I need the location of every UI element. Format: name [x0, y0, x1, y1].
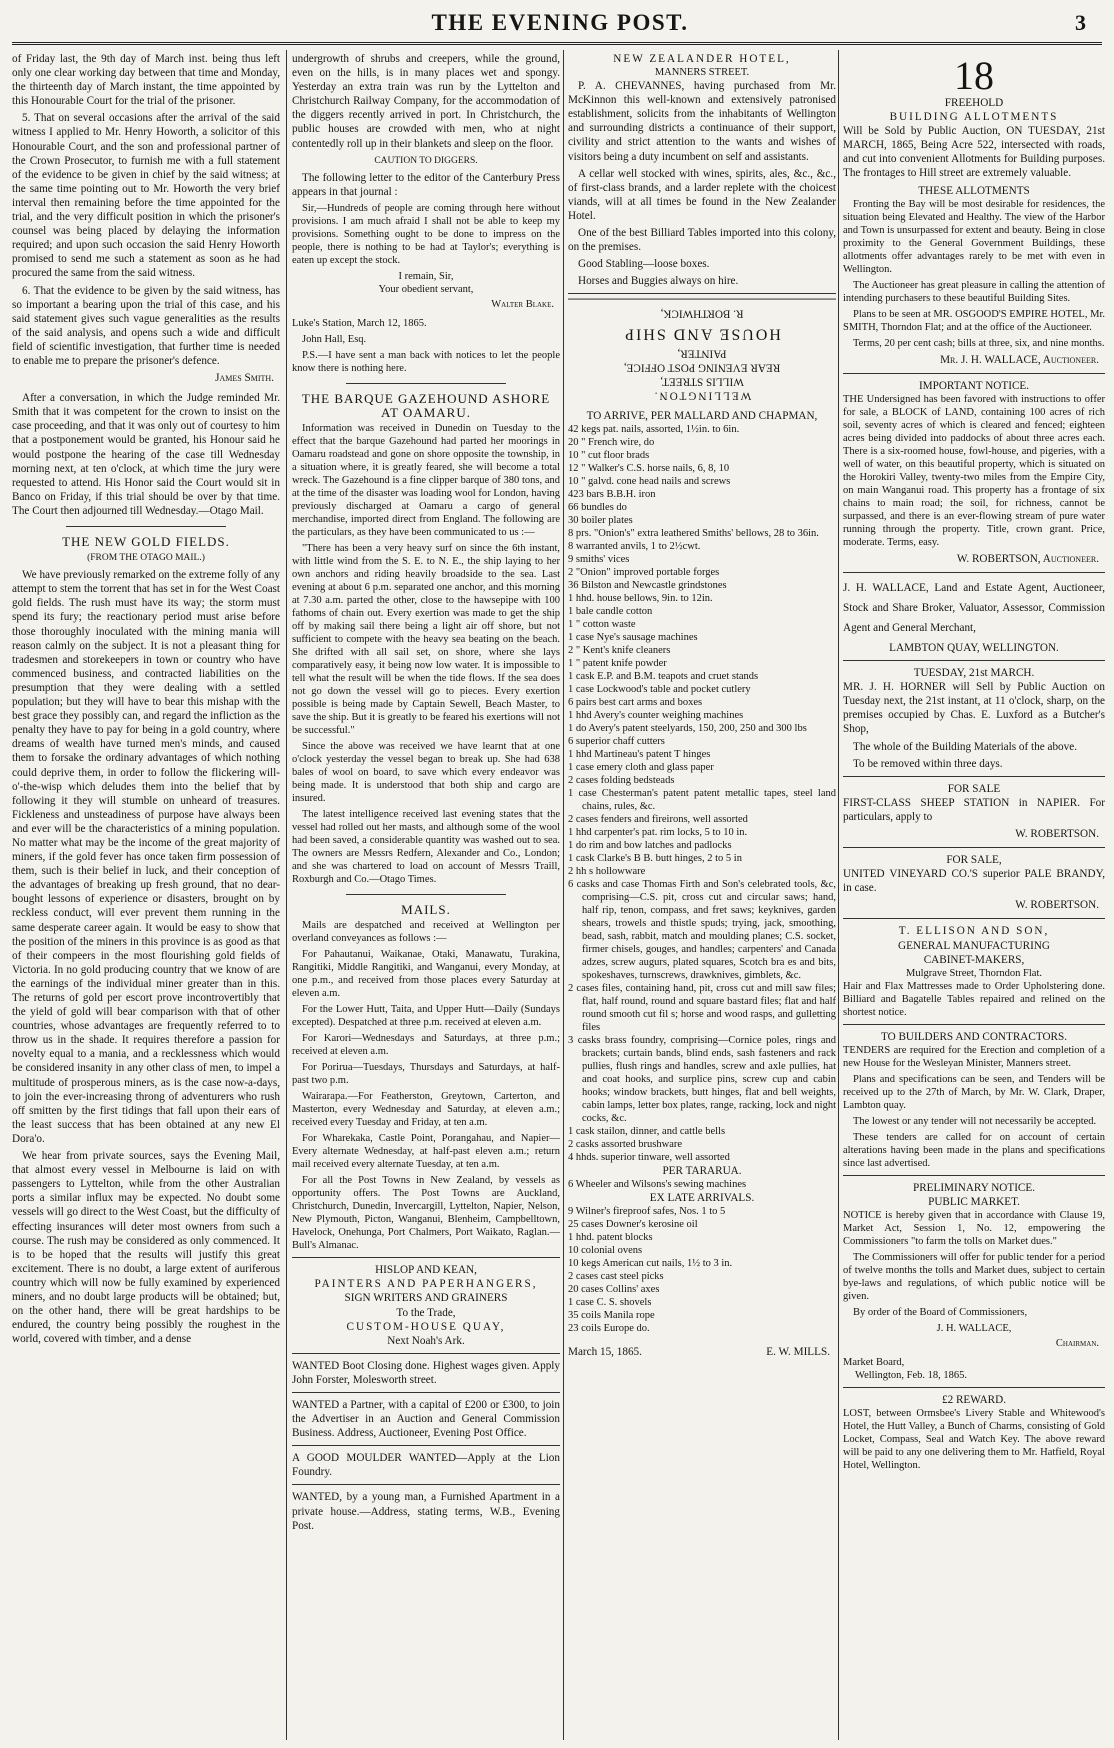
goods-item: 1 hhd carpenter's pat. rim locks, 5 to 10 in.	[568, 827, 748, 839]
ad-line: WILLIS STREET,	[660, 375, 744, 388]
inverted-ad	[568, 299, 836, 403]
ad-para: Plans and specifications can be seen, and Tenders will be received up to the 27th of March, by Mr. W. Clark, Draper, Lambton quay.	[843, 1073, 1105, 1111]
ad-para: A cellar well stocked with wines, spirits, ales, &c., &c., of first-class brands, and a larder replete with the choicest viands, will at all times be found in the New Zealander Hotel.	[568, 167, 836, 222]
goods-item: 2 " Kent's knife cleaners	[568, 645, 671, 657]
ad-hislop	[292, 1257, 560, 1348]
ad-date: March 15, 1865.	[568, 1346, 642, 1359]
column-divider	[563, 50, 564, 1740]
ad-title: PUBLIC MARKET.	[928, 1195, 1020, 1208]
ad-important	[843, 373, 1105, 566]
ad-line: To the Trade,	[396, 1306, 456, 1319]
ad-title: TO ARRIVE, PER MALLARD AND CHAPMAN,	[586, 409, 818, 422]
ad-para: Good Stabling—loose boxes.	[578, 258, 710, 271]
goods-item: 2 cases fenders and fireirons, well assorted	[568, 814, 748, 826]
article-headline: THE BARQUE GAZEHOUND ASHORE AT OAMARU.	[301, 390, 551, 421]
column-1	[12, 52, 280, 1742]
signature: James Smith.	[215, 372, 274, 385]
goods-item: 10 colonial ovens	[568, 1245, 643, 1257]
goods-item: 1 cask stailon, dinner, and cattle bells	[568, 1126, 726, 1138]
ad-place: Market Board,	[843, 1357, 905, 1368]
ad-para: UNITED VINEYARD CO.'S superior PALE BRANDY, in case.	[843, 868, 1105, 895]
ad-line: Next Noah's Ark.	[387, 1334, 465, 1347]
ad-para: NOTICE is hereby given that in accordance with Clause 19, Market Act, Session 1, No. 12, empowering the Commissioners "to farm the tolls on Market dues."	[843, 1210, 1105, 1247]
ad-para: Terms, 20 per cent cash; bills at three, six, and nine months.	[853, 337, 1105, 349]
ad-line: Mulgrave Street, Thorndon Flat.	[906, 967, 1042, 979]
goods-item: 1 hhd Martineau's patent T hinges	[568, 749, 711, 761]
column-4	[843, 52, 1105, 1742]
ad-signature-title: Chairman.	[1055, 1338, 1099, 1349]
letter-signature: Walter Blake.	[491, 298, 554, 310]
goods-item: 10 " galvd. cone head nails and screws	[568, 476, 731, 488]
ad-title: PER TARARUA.	[662, 1165, 742, 1178]
ad-partner	[292, 1392, 560, 1440]
letter-closing: Your obedient servant,	[378, 283, 474, 295]
goods-item: 1 case emery cloth and glass paper	[568, 762, 714, 774]
ad-line: CABINET-MAKERS,	[923, 953, 1025, 966]
goods-item: 2 cases folding bedsteads	[568, 775, 675, 787]
article-para: Information was received in Dunedin on Tuesday to the effect that the barque Gazehound had parted her moorings in Oamaru roadstead and gone on shore opposite the township, in a situation where, it is greatly feared, she will become a total wreck. The Gazehound is a fine clipper barque of 380 tons, and at the time of the disaster was loading wool for London, having previously discharged at Oamaru a cargo of general merchandise, imported direct from England. The following are the particulars, as they have been communicated to us :—	[292, 423, 560, 539]
goods-item: 20 " French wire, do	[568, 437, 655, 449]
goods-item: 35 coils Manila rope	[568, 1310, 655, 1322]
ad-signature: W. ROBERTSON.	[1015, 827, 1099, 840]
goods-item: 1 hhd. patent blocks	[568, 1232, 653, 1244]
goods-item: 23 coils Europe do.	[568, 1323, 650, 1335]
goods-item: 1 case C. S. shovels	[568, 1297, 652, 1309]
ad-apartment	[292, 1484, 560, 1532]
goods-item: 6 pairs best cart arms and boxes	[568, 697, 703, 709]
goods-item: 1 do rim and bow latches and padlocks	[568, 840, 732, 852]
mail-para: For the Lower Hutt, Taita, and Upper Hutt—Daily (Sundays excepted). Despatched at three p.m. received at eleven a.m.	[292, 1004, 560, 1029]
ad-line: PAINTER,	[677, 347, 727, 360]
goods-item: 1 do Avery's patent steelyards, 150, 200, 250 and 300 lbs	[568, 723, 807, 735]
ad-line: R. BORTHWICK,	[660, 307, 744, 320]
goods-item: 12 " Walker's C.S. horse nails, 6, 8, 10	[568, 463, 730, 475]
ad-sheep-station	[843, 776, 1105, 841]
ad-date: Wellington, Feb. 18, 1865.	[855, 1370, 968, 1381]
goods-list	[568, 423, 836, 1164]
goods-item: 6 superior chaff cutters	[568, 736, 665, 748]
ad-title: NEW ZEALANDER HOTEL,	[613, 53, 791, 65]
newspaper-title: THE EVENING POST.	[431, 10, 689, 35]
goods-item: 25 cases Downer's kerosine oil	[568, 1219, 698, 1231]
ad-para: Fronting the Bay will be most desirable for residences, the situation being Elevated and Healthy. The view of the Harbor and Town is unsurpassed for extent and beauty. Being in close proximity to the General Government Buildings, these allotments offer advantages rarely to be met with even in Wellington.	[843, 198, 1105, 275]
article-para: undergrowth of shrubs and creepers, while the ground, even on the hills, is in many places wet and spongy. Yesterday an extra train was run by the Lyttelton and Christchurch Railway Company, for the accommodation of the diggers recently arrived in port. In Christchurch, the public houses are crowded with men, who at night contentedly roll up in their blankets and sleep on the floor.	[292, 53, 560, 150]
mail-para: For Wharekaka, Castle Point, Porangahau, and Napier—Every alternate Wednesday, at half-past eleven a.m.; return mail received every alternate Tuesday, at ten a.m.	[292, 1133, 560, 1171]
ad-address: LAMBTON QUAY, WELLINGTON.	[889, 641, 1059, 654]
ad-line: WELLINGTON.	[652, 389, 752, 402]
letter-ps: P.S.—I have sent a man back with notices to let the people know there is nothing here.	[292, 349, 560, 374]
ad-title: TO BUILDERS AND CONTRACTORS.	[880, 1030, 1068, 1043]
goods-list	[568, 1205, 836, 1335]
ad-reward	[843, 1387, 1105, 1472]
goods-item: 36 Bilston and Newcastle grindstones	[568, 580, 727, 592]
page-number: 3	[1075, 10, 1086, 35]
goods-item: 423 bars B.B.H. iron	[568, 489, 656, 501]
ad-wallace	[843, 572, 1105, 655]
article-headline: THE NEW GOLD FIELDS.	[62, 534, 230, 549]
ad-title: £2 REWARD.	[941, 1394, 1006, 1406]
ad-para: P. A. CHEVANNES, having purchased from Mr. McKinnon this well-known and extensively patronised establishment, solicits from the inhabitants of Wellington and surrounding districts a continuance of their support, civility and strict attention to the wants and wishes of visitors being a duty incumbent on self and assistants.	[568, 80, 836, 163]
goods-item: 2 "Onion" improved portable forges	[568, 567, 720, 579]
ad-para: These tenders are called for on account of certain alterations having been made in the plans and specifications since last advertised.	[843, 1131, 1105, 1169]
goods-item: 1 bale candle cotton	[568, 606, 653, 618]
article-para: The latest intelligence received last evening states that the vessel had rolled out her masts, and although some of the wool had been saved, a considerable quantity was washed out to sea. The owners are Messrs Redfern, Alexander and Co., London; and she was chartered to load on account of Messrs Traill, Roxburgh and Co.—Otago Times.	[292, 809, 560, 886]
mail-para: For all the Post Towns in New Zealand, by vessels as opportunity offers. The Post Towns are Auckland, Christchurch, Dunedin, Invercargill, Lyttelton, Napier, Nelson, New Plymouth, Picton, Wanganui, Blenheim, Campbelltown, Havelock, Onehunga, Port Chalmers, Port Waikato, Raglan.—Bull's Almanac.	[292, 1175, 560, 1252]
goods-item: 9 smiths' vices	[568, 554, 630, 566]
goods-item: 2 hh s hollowware	[568, 866, 646, 878]
goods-item: 9 Wilner's fireproof safes, Nos. 1 to 5	[568, 1206, 726, 1218]
ad-title: T. ELLISON AND SON,	[898, 925, 1050, 938]
ad-signature: W. ROBERTSON.	[1015, 899, 1099, 912]
ad-title: BUILDING ALLOTMENTS	[889, 111, 1059, 124]
ad-signature: E. W. MILLS.	[766, 1346, 830, 1359]
ad-line: SIGN WRITERS AND GRAINERS	[344, 1292, 508, 1305]
goods-item: 2 cases files, containing hand, pit, cross cut and mill saw files; flat, half round, round and square bastard files; flat and half round smooth cut fil s; horse and wood rasps, and gulletting files	[568, 983, 836, 1034]
mail-para: For Porirua—Tuesdays, Thursdays and Saturdays, at half-past two p.m.	[292, 1062, 560, 1087]
letter-recipient: John Hall, Esq.	[302, 333, 367, 345]
court-report: After a conversation, in which the Judge reminded Mr. Smith that it was competent for the crown to insist on the case proceeding, and that it was only out of courtesy to him that a postponement would be granted, his Honour said he would postpone the hearing of the case till Wednesday morning next, at ten o'clock, at which time the jury were requested to attend. His Honor said the Court would sit in Banco on Friday, if this trial should be over by that time. The Court then adjourned till Wednesday.—Otago Mail.	[12, 392, 280, 517]
ad-para: Horses and Buggies always on hire.	[578, 275, 739, 288]
affidavit-para: 5. That on several occasions after the arrival of the said witness I applied to Mr. Henry Howorth, a solicitor of this Honourable Court, and the son and professional partner of the Crown Prosecutor, to furnish me with a full statement of the evidence to be given in chief by the said witness; at the same time pointing out to Mr. Howorth the very brief interval then remaining before the time appointed for the trial, and the very difficult position in which the prisoner's counsel was being placed by delaying the information required; and upon such occasion the said Henry Howorth promised to send me such a statement as soon as he had procured the same from the said witness.	[12, 112, 280, 280]
goods-item: 4 hhds. superior tinware, well assorted	[568, 1152, 730, 1164]
ad-boot-closing	[292, 1353, 560, 1387]
goods-item: 6 Wheeler and Wilsons's sewing machines	[568, 1179, 747, 1191]
ad-borthwick	[568, 293, 836, 403]
goods-item: 1 case Nye's sausage machines	[568, 632, 698, 644]
column-3	[568, 52, 836, 1742]
goods-item: 1 cask E.P. and B.M. teapots and cruet stands	[568, 671, 759, 683]
mail-para: For Pahautanui, Waikanae, Otaki, Manawatu, Turakina, Rangitiki, Middle Rangitiki, and Wanganui, every Monday, at one p.m., and received from those places every Saturday at eleven a.m.	[292, 949, 560, 1000]
goods-item: 8 prs. "Onion's" extra leathered Smiths' bellows, 28 to 36in.	[568, 528, 819, 540]
ad-builders	[843, 1024, 1105, 1170]
ad-para: Will be Sold by Public Auction, ON TUESDAY, 21st MARCH, 1865, Being Acre 522, intersected with roads, and cut into convenient Allotments for Building purposes. The frontages to Hill street are extremely valuable.	[843, 125, 1105, 180]
ad-title: PRELIMINARY NOTICE.	[912, 1181, 1036, 1194]
ad-line: GENERAL MANUFACTURING	[898, 939, 1050, 952]
masthead	[0, 0, 1114, 44]
ad-title: FOR SALE,	[946, 854, 1002, 867]
ad-para: Hair and Flax Mattresses made to Order Upholstering done. Billiard and Bagatelle Tables repaired and relined on the shortest notice.	[843, 980, 1105, 1018]
letter-closing: I remain, Sir,	[398, 270, 454, 282]
column-divider	[286, 50, 287, 1740]
goods-item: 30 boiler plates	[568, 515, 633, 527]
goods-item: 1 " cotton waste	[568, 619, 636, 631]
goods-item: 1 case Lockwood's table and pocket cutlery	[568, 684, 751, 696]
ad-title: FOR SALE	[947, 782, 1001, 795]
masthead-rule	[12, 42, 1102, 45]
ad-ellison	[843, 918, 1105, 1018]
goods-list	[568, 1178, 836, 1191]
ad-text: WANTED Boot Closing done. Highest wages given. Apply John Forster, Molesworth street.	[292, 1359, 560, 1386]
ad-market	[843, 1175, 1105, 1382]
ad-text: WANTED, by a young man, a Furnished Apartment in a private house.—Address, stating terms, W.B., Evening Post.	[292, 1491, 560, 1532]
goods-item: 8 warranted anvils, 1 to 2½cwt.	[568, 541, 701, 553]
column-divider	[838, 50, 839, 1740]
ad-title: TUESDAY, 21st MARCH.	[913, 667, 1035, 680]
article-para: We hear from private sources, says the Evening Mail, that almost every vessel in Melbourne is laid on with passengers to Lyttelton, while from the other Australian ports a similar influx may be expected. No doubt some vessels will go direct to the West Coast, but the difficulty of effecting insurances will deter most owners from such a course. The rush may be considered as only commenced. It is to be hoped that the results will justify this great excitement. There is no doubt, a large extent of auriferous country which will now be fully examined by experienced miners, and no doubt large products will be obtained; but, on the other hand, there will be great hardships to be endured, the country being possibly the roughest in the world, covered with timber, and a dense	[12, 1150, 280, 1346]
affidavit-para: of Friday last, the 9th day of March inst. being thus left only one clear working day between that time and Monday, the thirteenth day of March instant, the time appointed by this Honourable Court for the trial of the prisoner.	[12, 53, 280, 108]
goods-item: 10 " cut floor brads	[568, 450, 650, 462]
subheading: CAUTION TO DIGGERS.	[374, 155, 478, 166]
goods-item: 1 hhd Avery's counter weighing machines	[568, 710, 744, 722]
letter-place: Luke's Station, March 12, 1865.	[292, 317, 427, 329]
ad-moulder	[292, 1445, 560, 1479]
ad-para: To be removed within three days.	[853, 757, 1003, 770]
ad-text: A GOOD MOULDER WANTED—Apply at the Lion Foundry.	[292, 1452, 560, 1479]
letter-body: Sir,—Hundreds of people are coming through here without provisions. I am much afraid I shall not be able to keep my provisions. Something ought to be done to impress on the people, there is nothing to be had at Taylor's; everything is eaten up except the stock.	[292, 202, 560, 266]
ad-para: The whole of the Building Materials of the above.	[853, 740, 1078, 753]
ad-horner	[843, 660, 1105, 771]
ad-brandy	[843, 847, 1105, 912]
separator	[66, 526, 227, 527]
ad-signature: J. H. WALLACE,	[936, 1323, 1012, 1334]
ad-para: LOST, between Ormsbee's Livery Stable and Whitewood's Hotel, the Hutt Valley, a Bunch of Charms, consisting of Gold Locket, Compass, Seal and Watch Key. The above reward will be paid to any one delivering them to Mr. Hatfield, Royal Hotel, Wellington.	[843, 1408, 1105, 1472]
ad-line: REAR EVENING POST OFFICE,	[623, 361, 781, 374]
article-para: "There has been a very heavy surf on since the 6th instant, with little wind from the S. E. to N. E., the ship laying to her own anchors and riding heavily broadside to the sea. Last evening at about 6 p.m. separated one anchor, and this morning at 7.30 a.m. parted the other, close to the hawsepipe with 100 fathoms of chain out. Every exertion was made to get the ship off by making sail there being a light air off shore, but not sufficient to compete with the heavy sea beating on the beach. She drifted with all sail set, on shore, where she lays comparatively easy, it being now low water. It is impossible to tell what the result will be when the tide flows. If the sea does not go down the vessel will go to pieces. Every exertion possible is being made by Captain Sewell, Beach Master, to save the ship. But it is greatly to be feared his exertions will not be successful."	[292, 543, 560, 737]
ad-footer	[568, 1345, 836, 1359]
goods-item: 42 kegs pat. nails, assorted, 1½in. to 6in.	[568, 424, 740, 436]
ad-number: 18	[954, 53, 994, 98]
goods-item: 3 casks brass foundry, comprising—Cornice poles, rings and brackets; curtain bands, blind ends, sash fasteners and rack pullies, flush rings and handles, screw and axle pullies, hat and coat hooks, and surplice pins, screw cup and cabin hooks; window brackets, butt hinges, flat and bell weights, cabin lamps, letter box plates, range, racking, lock and night cocks, &c.	[568, 1035, 836, 1125]
mail-para: For Karori—Wednesdays and Saturdays, at three p.m.; received at eleven a.m.	[292, 1033, 560, 1058]
separator	[346, 383, 507, 384]
ad-para: FIRST-CLASS SHEEP STATION in NAPIER. For particulars, apply to	[843, 796, 1105, 823]
ad-para: One of the best Billiard Tables imported into this colony, on the premises.	[568, 227, 836, 254]
goods-item: 1 hhd. house bellows, 9in. to 12in.	[568, 593, 713, 605]
ad-line: CUSTOM-HOUSE QUAY,	[346, 1320, 506, 1333]
ad-para: TENDERS are required for the Erection and completion of a new House for the Wesleyan Minister, Manners street.	[843, 1044, 1105, 1069]
ad-para: MR. J. H. HORNER will Sell by Public Auction on Tuesday next, the 21st instant, at 11 o'clock, sharp, on the premises occupied by Chas. E. Luxford as a Butcher's Shop,	[843, 681, 1105, 736]
ad-title: IMPORTANT NOTICE.	[918, 379, 1030, 392]
goods-item: 6 casks and case Thomas Firth and Son's celebrated tools, &c, comprising—C.S. pit, cross cut and circular saws; hand, half rip, tenon, compass, and fret saws; keyknives, garden shears, trowels and thistle spuds; trying, jack, smoothing, bead, sash, rabbit, match and moulding planes; C.S. socket, firmer chisels, gouges, and handles; carpenters' and Canada adzes, screw augurs, plated squares, Scotch bra es and bits, spokeshaves, turnscrews, drawknives, gimblets, &c.	[568, 879, 836, 982]
mail-para: Wairarapa.—For Featherston, Greytown, Carterton, and Masterton, every Wednesday and Saturday, at eleven a.m.; received every Tuesday and Friday, at ten a.m.	[292, 1091, 560, 1129]
ad-para: Plans to be seen at MR. OSGOOD'S EMPIRE HOTEL, Mr. SMITH, Thorndon Flat; and at the office of the Auctioneer.	[843, 308, 1105, 333]
ad-subtitle: MANNERS STREET.	[654, 67, 750, 79]
goods-item: 1 case Chesterman's patent patent metallic tapes, steel land chains, rules, &c.	[568, 788, 836, 813]
ad-para: The Auctioneer has great pleasure in calling the attention of intending purchasers to these beautiful Building Sites.	[843, 279, 1105, 304]
ad-para: J. H. WALLACE, Land and Estate Agent, Auctioneer, Stock and Share Broker, Valuator, Assessor, Commission Agent and General Merchant,	[843, 581, 1105, 634]
goods-item: 2 cases cast steel picks	[568, 1271, 664, 1283]
ad-text: WANTED a Partner, with a capital of £200 or £300, to join the Advertiser in an Auction and General Commission Business. Address, Auctioneer, Evening Post Office.	[292, 1398, 560, 1440]
ad-para: The lowest or any tender will not necessarily be accepted.	[853, 1115, 1097, 1127]
goods-item: 66 bundles do	[568, 502, 627, 514]
ad-line: FREEHOLD	[944, 97, 1004, 109]
goods-item: 20 cases Collins' axes	[568, 1284, 660, 1296]
ad-signature: Mr. J. H. WALLACE, Auctioneer.	[940, 353, 1099, 366]
goods-item: 1 cask Clarke's B B. butt hinges, 2 to 5 in	[568, 853, 742, 865]
article-para: Since the above was received we have learnt that at one o'clock yesterday the vessel began to break up. She had 638 bales of wool on board, to save which every endeavor was being made. It is understood that both ship and cargo are insured.	[292, 741, 560, 805]
ad-para: The Commissioners will offer for public tender for a period of twelve months the tolls and Market dues, subject to certain bye-laws and regulations, of which public notice will be given.	[843, 1252, 1105, 1302]
ad-line: HOUSE AND SHIP	[623, 325, 781, 343]
ad-signature: W. ROBERTSON, Auctioneer.	[956, 552, 1099, 565]
goods-item: 1 " patent knife powder	[568, 658, 667, 670]
article-para: We have previously remarked on the extreme folly of any attempt to stem the torrent that has set in for the West Coast gold fields. The rush must have its way; the storm must spend its fury; the reactionary period must arise before those thoroughly inoculated with the mining mania will reason calmly on the subject. It is not a pleasant thing for tradesmen and storekeepers in town or country who have commenced business, and contracted liabilities on the presumption that they were dealing with a settled population; but they will have to bear this mishap with the best grace they possibly can, and regard the infliction as the penalty they have to pay for being in a gold country, where dreams of wealth have turned men's minds, and caused them to forsake the ordinary advantages of which nothing could deprive them, in order to follow the flickering will-o'-the-wisp which deludes them into the belief that by following it they will stumble on unheard of treasures. Fickleness and unsteadiness of purpose have always been and ever will be the characteristics of a mining population. No matter what may be the income of the great majority of miners, if the gold fever has once taken firm possession of them, such is their belief in luck, and their conception of the advantages of breaking up fresh ground, that no dear-bought lessons of experience or disasters, brought on by reckless conduct, will ever prevent them running in the same desperate career again. It would be easy to show that the position of the miners in this province is as good as that of their compeers in the most flourishing gold fields of Victoria. In no gold producing country that we know of are the earnings of the individual miner greater than in this. The returns of gold per escort prove incontrovertibly that the yield of gold will bear comparison with that of other countries, whose advantages are frequently referred to to throw us in the shade. It requires therefore a passion for novelty equal to a mania, and a recklessness which would be considered insanity in any other class of men, to impel a multitude of prosperous miners, as is the case now-a-days, to join the ever-increasing throng of adventurers who rush off smitten by the first tidings that fall upon their ears of the least success that has been obtained at any new El Dora'o.	[12, 569, 280, 1145]
ad-line: PAINTERS AND PAPERHANGERS,	[314, 1278, 538, 1291]
column-2	[292, 52, 560, 1742]
mail-para: Mails are despatched and received at Wellington per overland conveyances as follows :—	[292, 920, 560, 945]
ad-para: THE Undersigned has been favored with instructions to offer for sale, a BLOCK of LAND, containing 100 acres of rich soil, seventy acres of which is cleared and fenced; eighteen acres being divided into paddocks of about three acres each. There is a six-roomed house, fowl-house, and pigeries, with a well of water, on this beautiful property, which is situated on the Horokiri Valley, twenty-two miles from the Empire City, on main Wanganui road. This property has a frontage of six chains to main road; the soil, for richness, cannot be surpassed, and there is an ever-flowing stream of pure water running through the property. Title, crown grant. Price, moderate. Terms, easy.	[843, 393, 1105, 548]
separator	[346, 894, 507, 895]
goods-item: 2 casks assorted brushware	[568, 1139, 683, 1151]
letter-intro: The following letter to the editor of the Canterbury Press appears in that journal :	[292, 171, 560, 198]
affidavit-para: 6. That the evidence to be given by the said witness, has so important a bearing upon the trial of this case, and his said statement gives such vague generalities as the results of the said analysis, and opens such a wide and difficult field of scientific investigation, that further time is needed to enable me to prepare the prisoner's defence.	[12, 284, 280, 367]
ad-title: THESE ALLOTMENTS	[918, 184, 1030, 197]
article-headline: MAILS.	[401, 902, 451, 918]
goods-item: 10 kegs American cut nails, 1½ to 3 in.	[568, 1258, 733, 1270]
ad-title: HISLOP AND KEAN,	[375, 1264, 477, 1277]
article-source: (FROM THE OTAGO MAIL.)	[87, 553, 205, 564]
ad-title: EX LATE ARRIVALS.	[649, 1192, 755, 1205]
ad-para: By order of the Board of Commissioners,	[853, 1307, 1028, 1318]
